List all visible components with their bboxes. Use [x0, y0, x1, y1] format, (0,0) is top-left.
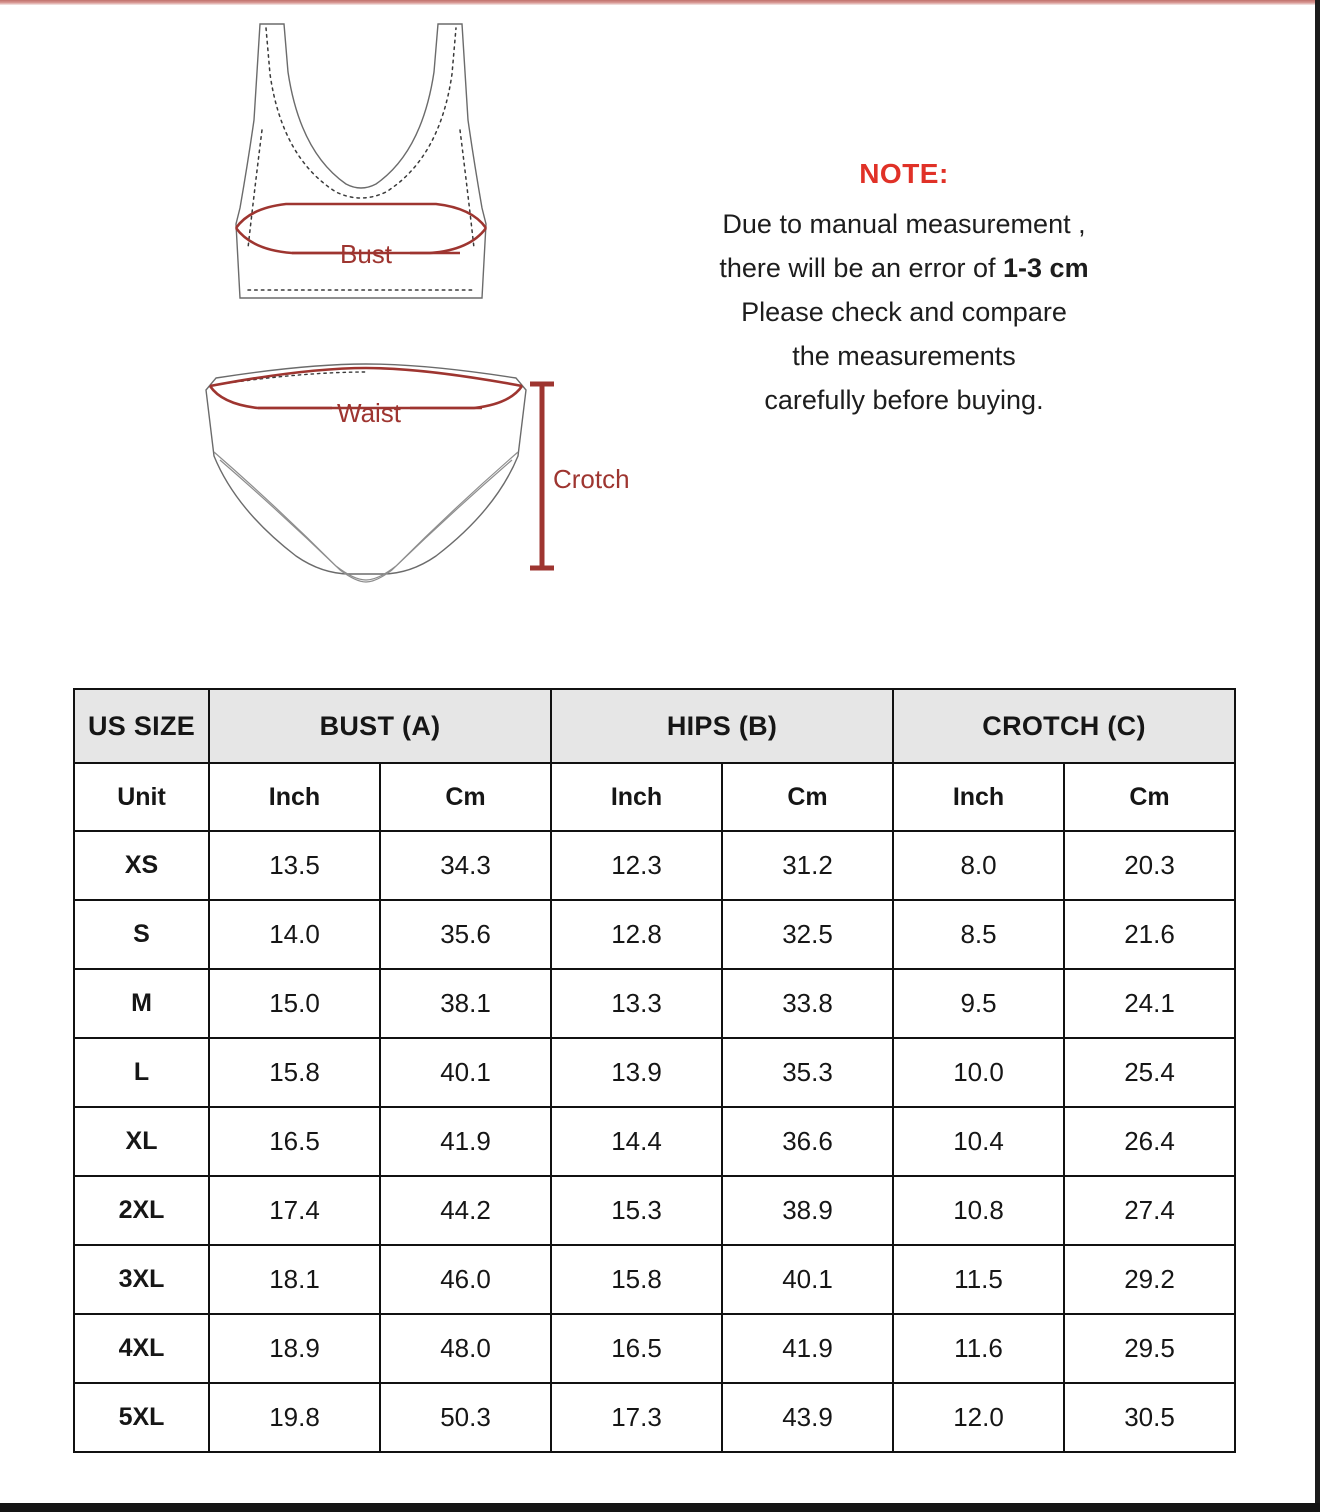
cell-bust-in: 18.9	[209, 1314, 380, 1383]
cell-bust-cm: 34.3	[380, 831, 551, 900]
cell-hips-in: 12.3	[551, 831, 722, 900]
cell-crotch-cm: 27.4	[1064, 1176, 1235, 1245]
note-heading: NOTE:	[859, 158, 949, 189]
cell-bust-in: 14.0	[209, 900, 380, 969]
note-line-3: Please check and compare	[741, 297, 1067, 327]
unit-header-hips-cm: Cm	[722, 763, 893, 831]
cell-crotch-in: 8.0	[893, 831, 1064, 900]
table-row	[74, 1245, 1235, 1314]
cell-bust-cm: 50.3	[380, 1383, 551, 1452]
cell-hips-in: 13.3	[551, 969, 722, 1038]
cell-hips-cm: 43.9	[722, 1383, 893, 1452]
cell-size: 2XL	[74, 1176, 209, 1245]
cell-hips-cm: 31.2	[722, 831, 893, 900]
right-edge-rule	[1315, 0, 1320, 1504]
cell-size: S	[74, 900, 209, 969]
cell-size: 3XL	[74, 1245, 209, 1314]
cell-crotch-in: 10.0	[893, 1038, 1064, 1107]
cell-crotch-in: 10.4	[893, 1107, 1064, 1176]
cell-bust-cm: 48.0	[380, 1314, 551, 1383]
cell-bust-cm: 40.1	[380, 1038, 551, 1107]
cell-hips-cm: 32.5	[722, 900, 893, 969]
note-line-2	[660, 246, 1148, 290]
cell-hips-in: 15.8	[551, 1245, 722, 1314]
table-head	[74, 689, 1235, 831]
cell-size: 4XL	[74, 1314, 209, 1383]
cell-size: XS	[74, 831, 209, 900]
cell-crotch-cm: 29.5	[1064, 1314, 1235, 1383]
cell-crotch-in: 12.0	[893, 1383, 1064, 1452]
bikini-bottom-outline-icon	[196, 360, 566, 590]
table-row	[74, 1176, 1235, 1245]
cell-bust-in: 17.4	[209, 1176, 380, 1245]
table-row	[74, 831, 1235, 900]
cell-crotch-cm: 25.4	[1064, 1038, 1235, 1107]
cell-bust-in: 15.0	[209, 969, 380, 1038]
cell-crotch-cm: 20.3	[1064, 831, 1235, 900]
top-accent-rule	[0, 0, 1320, 5]
cell-bust-in: 19.8	[209, 1383, 380, 1452]
cell-size: 5XL	[74, 1383, 209, 1452]
waist-measure-label: Waist	[337, 398, 402, 428]
bust-measure-label: Bust	[340, 239, 393, 269]
unit-header-row	[74, 763, 1235, 831]
note-line-2-prefix: there will be an error of	[719, 253, 1004, 283]
cell-hips-cm: 40.1	[722, 1245, 893, 1314]
cell-crotch-in: 11.6	[893, 1314, 1064, 1383]
group-header-bust: BUST (A)	[209, 689, 551, 763]
cell-size: L	[74, 1038, 209, 1107]
cell-hips-cm: 35.3	[722, 1038, 893, 1107]
cell-hips-cm: 36.6	[722, 1107, 893, 1176]
cell-bust-cm: 38.1	[380, 969, 551, 1038]
cell-hips-in: 14.4	[551, 1107, 722, 1176]
cell-hips-cm: 38.9	[722, 1176, 893, 1245]
table-row	[74, 1314, 1235, 1383]
bottom-edge-bar	[0, 1503, 1320, 1512]
cell-bust-in: 15.8	[209, 1038, 380, 1107]
cell-bust-in: 13.5	[209, 831, 380, 900]
unit-header-bust-cm: Cm	[380, 763, 551, 831]
table-row	[74, 1107, 1235, 1176]
cell-bust-cm: 44.2	[380, 1176, 551, 1245]
group-header-crotch: CROTCH (C)	[893, 689, 1235, 763]
cell-crotch-in: 11.5	[893, 1245, 1064, 1314]
note-block	[660, 160, 1148, 422]
unit-header-bust-inch: Inch	[209, 763, 380, 831]
cell-hips-in: 16.5	[551, 1314, 722, 1383]
cell-bust-cm: 41.9	[380, 1107, 551, 1176]
note-line-4: the measurements	[792, 341, 1016, 371]
cell-crotch-in: 10.8	[893, 1176, 1064, 1245]
crotch-measure-label: Crotch	[553, 464, 630, 494]
cell-crotch-in: 9.5	[893, 969, 1064, 1038]
cell-crotch-in: 8.5	[893, 900, 1064, 969]
cell-crotch-cm: 21.6	[1064, 900, 1235, 969]
table-body	[74, 831, 1235, 1452]
cell-hips-in: 15.3	[551, 1176, 722, 1245]
unit-header-crotch-cm: Cm	[1064, 763, 1235, 831]
cell-bust-cm: 46.0	[380, 1245, 551, 1314]
size-chart-table	[73, 688, 1236, 1453]
group-header-row	[74, 689, 1235, 763]
note-tolerance-value: 1-3 cm	[1003, 253, 1089, 283]
note-line-1: Due to manual measurement ,	[722, 209, 1086, 239]
cell-hips-in: 13.9	[551, 1038, 722, 1107]
group-header-hips: HIPS (B)	[551, 689, 893, 763]
cell-size: M	[74, 969, 209, 1038]
table-row	[74, 969, 1235, 1038]
cell-crotch-cm: 24.1	[1064, 969, 1235, 1038]
cell-size: XL	[74, 1107, 209, 1176]
note-line-5: carefully before buying.	[764, 385, 1044, 415]
table-row	[74, 1038, 1235, 1107]
unit-header-unit: Unit	[74, 763, 209, 831]
cell-crotch-cm: 30.5	[1064, 1383, 1235, 1452]
table-row	[74, 900, 1235, 969]
sports-bra-outline-icon	[196, 12, 526, 332]
cell-hips-cm: 33.8	[722, 969, 893, 1038]
cell-crotch-cm: 29.2	[1064, 1245, 1235, 1314]
cell-hips-cm: 41.9	[722, 1314, 893, 1383]
cell-hips-in: 17.3	[551, 1383, 722, 1452]
group-header-us-size: US SIZE	[74, 689, 209, 763]
unit-header-crotch-inch: Inch	[893, 763, 1064, 831]
cell-crotch-cm: 26.4	[1064, 1107, 1235, 1176]
cell-hips-in: 12.8	[551, 900, 722, 969]
cell-bust-cm: 35.6	[380, 900, 551, 969]
table-row	[74, 1383, 1235, 1452]
cell-bust-in: 16.5	[209, 1107, 380, 1176]
cell-bust-in: 18.1	[209, 1245, 380, 1314]
unit-header-hips-inch: Inch	[551, 763, 722, 831]
